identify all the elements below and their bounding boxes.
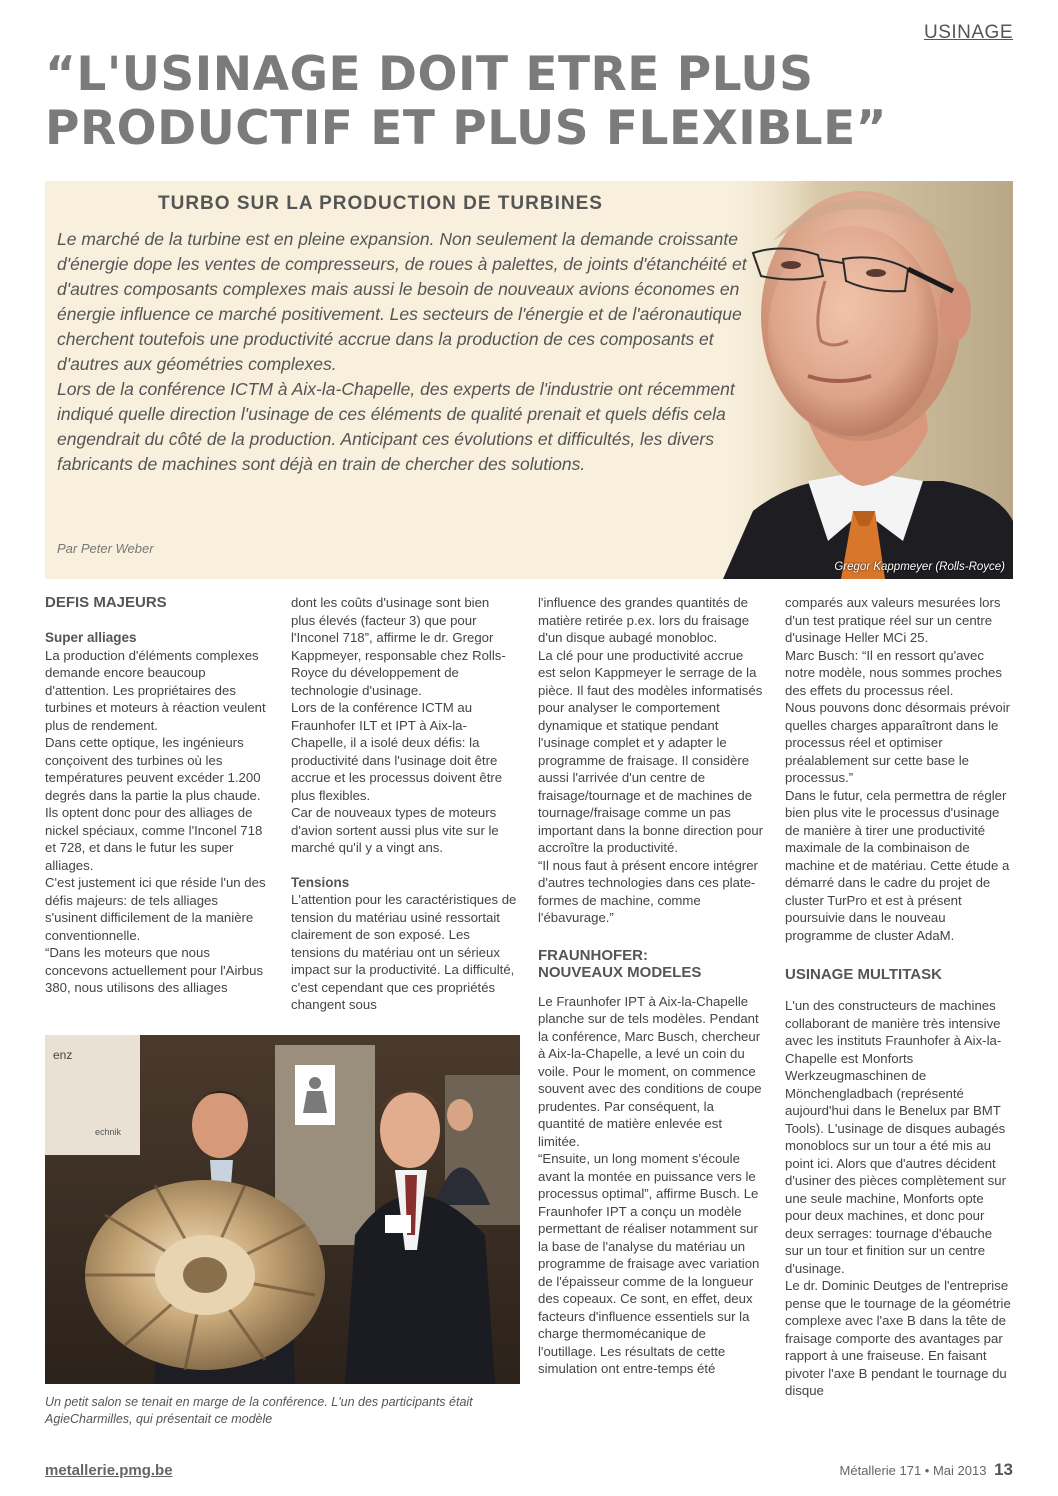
footer-website-link[interactable]: metallerie.pmg.be — [45, 1462, 173, 1479]
issue-label: Métallerie 171 • Mai 2013 — [839, 1463, 987, 1478]
intro-box — [45, 181, 1013, 579]
paragraph: Ils optent donc pour des alliages de nickel spéciaux, comme l'Inconel 718 et 728, et dans le futur les super alliages. — [45, 805, 263, 873]
column-1 — [45, 594, 271, 997]
page-number: 13 — [994, 1460, 1013, 1479]
intro-paragraph: Lors de la conférence ICTM à Aix-la-Chapelle, des experts de l'industrie ont récemment indiqué quelle direction l'usinage de ces éléments de qualité prenait et quels défis cela engendrait du côté de la production. Anticipant ces évolutions et difficultés, les divers fabricants de machines sont déjà en train de chercher des solutions. — [57, 379, 735, 474]
paragraph: Dans le futur, cela permettra de régler bien plus vite le processus d'usinage de manière à tirer une productivité maximale de la combinaison de machine et de matériau. Cette étude a démarré dans le cadre du projet de cluster TurPro et est à présent poursuivie dans le nouveau programme de cluster AdaM. — [785, 787, 1010, 943]
paragraph: dont les coûts d'usinage sont bien plus élevés (facteur 3) que pour l'Inconel 718”, affirme le dr. Gregor Kappmeyer, responsable chez Rolls-Royce du développement de technologie d'usinage. — [291, 595, 506, 698]
sub-heading: Super alliages — [45, 630, 137, 645]
column-3 — [538, 594, 764, 1378]
column-4 — [785, 594, 1011, 1400]
headline-line-1: “L'USINAGE DOIT ETRE PLUS — [45, 47, 814, 102]
portrait-photo — [713, 181, 1013, 579]
headline — [45, 48, 1005, 156]
portrait-illustration — [713, 181, 1013, 579]
section-heading: DEFIS MAJEURS — [45, 594, 167, 611]
paragraph: L'un des constructeurs de machines collaborant de manière très intensive avec les instituts Fraunhofer à Aix-la-Chapelle est Monforts Werkzeugmaschinen de Mönchengladbach (représenté aujourd'hui dans le Benelux par BMT Tools). L'usinage de disques aubagés monoblocs sur un tour a été mis au point ici. Alors que d'autres décident d'usiner des pièces complètement sur une seule machine, Monforts opte pour deux machines, et donc pour deux serrages: tournage d'ébauche sur un tour et finition sur un centre d'usinage. — [785, 998, 1006, 1276]
booth-sign-text: echnik — [95, 1127, 122, 1137]
paragraph: La clé pour une productivité accrue est selon Kappmeyer le serrage de la pièce. Il faut des modèles informatisés pour analyser le comportement dynamique et statique pendant l'usinage complet et y adapter le programme de fraisage. Il considère aussi l'arrivée d'un centre de fraisage/tournage et de machines de tournage/fraisage comme un pas important dans la bonne direction pour accroître la productivité. — [538, 647, 764, 855]
booth-sign-text: enz — [53, 1048, 73, 1062]
paragraph: La production d'éléments complexes demande encore beaucoup d'attention. Les propriétaires des turbines et moteurs à réaction veulent plus de rendement. — [45, 647, 266, 733]
section-tag: USINAGE — [923, 22, 1013, 43]
section-heading: USINAGE MULTITASK — [785, 966, 942, 983]
footer-issue-info — [840, 1460, 1013, 1480]
paragraph: Nous pouvons donc désormais prévoir quelles charges apparaîtront dans le processus réel et optimiser préalablement sur cette base le processus.” — [785, 700, 1011, 785]
paragraph: C'est justement ici que réside l'un des défis majeurs: de tels alliages s'usinent difficilement de la manière conventionnelle. — [45, 875, 266, 943]
paragraph: comparés aux valeurs mesurées lors d'un test pratique réel sur un centre d'usinage Heller MCi 25. — [785, 595, 1001, 645]
event-photo — [45, 1035, 520, 1384]
event-photo-caption: Un petit salon se tenait en marge de la conférence. L'un des participants était AgieCharmilles, qui présentait ce modèle — [45, 1395, 473, 1426]
portrait-caption: Gregor Kappmeyer (Rolls-Royce) — [834, 561, 1005, 573]
intro-paragraph: Le marché de la turbine est en pleine expansion. Non seulement la demande croissante d'énergie dope les ventes de compresseurs, de roues à palettes, de joints d'étanchéité et d'autres composants complexes mais aussi le besoin de nouveaux avions économes en énergie influence ce marché positivement. Les secteurs de l'énergie et de l'aéronautique cherchent toutefois une productivité accrue dans la production de ces composants et d'autres aux géométries complexes. — [57, 229, 747, 374]
paragraph: “Il nous faut à présent encore intégrer d'autres technologies dans ces plate-formes de machine, comme l'ébavurage.” — [538, 857, 758, 925]
intro-title: TURBO SUR LA PRODUCTION DE TURBINES — [158, 193, 603, 214]
paragraph: Le dr. Dominic Deutges de l'entreprise pense que le tournage de la géométrie complexe avec l'axe B dans la tête de fraisage comporte des avantages par rapport à une fraiseuse. En faisant pivoter l'axe B pendant le tournage du disque — [785, 1278, 1011, 1398]
sub-heading: Tensions — [291, 874, 350, 890]
section-heading-line-1: FRAUNHOFER: — [538, 946, 648, 964]
headline-line-2: PRODUCTIF ET PLUS FLEXIBLE” — [45, 101, 888, 156]
paragraph: “Ensuite, un long moment s'écoule avant la montée en puissance vers le processus optimal”, affirme Busch. Le Fraunhofer IPT a conçu un modèle permettant de réaliser notamment sur la base de l'analyse du matériau un programme de fraisage avec variation de l'épaisseur comme de la longueur des copeaux. Ce sont, en effet, deux facteurs d'influence essentiels sur la charge thermomécanique de l'outillage. Les résultats de cette simulation ont entre-temps été — [538, 1151, 760, 1376]
section-heading — [538, 947, 764, 981]
event-illustration — [45, 1035, 520, 1384]
paragraph: Lors de la conférence ICTM au Fraunhofer ILT et IPT à Aix-la-Chapelle, il a isolé deux défis: la productivité dans l'usinage doit être accrue et les processus doivent être plus flexibles. — [291, 700, 503, 803]
intro-text — [57, 227, 757, 477]
byline: Par Peter Weber — [57, 541, 154, 556]
paragraph: Car de nouveaux types de moteurs d'avion sortent aussi plus vite sur le marché qu'il y a vingt ans. — [291, 805, 499, 855]
paragraph: Marc Busch: “Il en ressort qu'avec notre modèle, nous sommes proches des effets du processus réel. — [785, 647, 1002, 698]
paragraph: “Dans les moteurs que nous concevons actuellement pour l'Airbus 380, nous utilisons des alliages — [45, 945, 264, 995]
paragraph: Le Fraunhofer IPT à Aix-la-Chapelle planche sur de tels modèles. Pendant la conférence, Marc Busch, chercheur à Aix-la-Chapelle, a levé un coin du voile. Pour le moment, on commence souvent avec des conditions de coupe prudentes. Par conséquent, la quantité de matière enlevée est limitée. — [538, 993, 762, 1149]
paragraph: Dans cette optique, les ingénieurs conçoivent des turbines où les températures peuvent excéder 1.200 degrés dans la partie la plus chaude. — [45, 735, 261, 803]
paragraph: L'attention pour les caractéristiques de tension du matériau usiné ressortait clairement de son exposé. Les tensions du matériau ont un sérieux impact sur la productivité. La difficulté, c'est cependant que ces propriétés changent sous — [291, 892, 517, 1012]
paragraph: l'influence des grandes quantités de matière retirée p.ex. lors du fraisage d'un disque aubagé monobloc. — [538, 595, 750, 645]
column-2 — [291, 594, 517, 1014]
section-heading-line-2: NOUVEAUX MODELES — [538, 963, 702, 981]
